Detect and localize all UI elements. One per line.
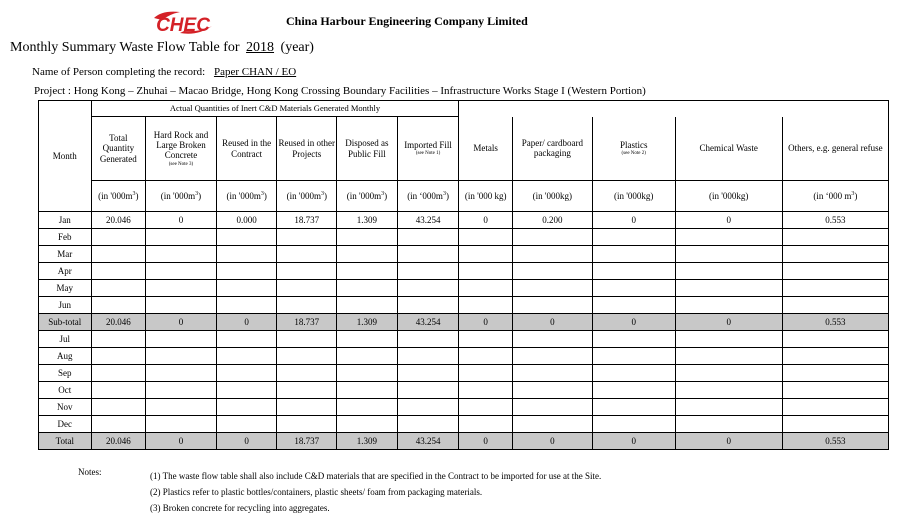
table-cell	[675, 365, 782, 382]
table-cell: 0	[592, 212, 675, 229]
header-row-group	[39, 101, 889, 117]
table-cell	[782, 416, 888, 433]
table-row	[39, 314, 889, 331]
row-month: Jul	[39, 331, 92, 348]
table-cell	[782, 229, 888, 246]
row-month: May	[39, 280, 92, 297]
table-cell	[397, 348, 459, 365]
title-year: 2018	[246, 40, 275, 55]
row-month: Aug	[39, 348, 92, 365]
table-cell	[592, 229, 675, 246]
col-header-label: Imported Fill	[404, 139, 452, 150]
header-row-labels	[39, 117, 889, 181]
table-cell	[277, 229, 337, 246]
table-cell	[459, 246, 513, 263]
col-header-label: Total Quantity Generated	[99, 132, 137, 164]
col-header-note: (see Note 2)	[621, 151, 646, 157]
col-unit	[512, 181, 592, 212]
header-row-units	[39, 181, 889, 212]
table-cell	[782, 382, 888, 399]
col-header-label: Paper/ cardboard packaging	[521, 137, 583, 159]
table-cell: 0	[512, 433, 592, 450]
person-label: Name of Person completing the record:	[32, 66, 206, 78]
table-row	[39, 229, 889, 246]
table-cell	[512, 382, 592, 399]
row-month: Total	[39, 433, 92, 450]
table-cell	[397, 246, 459, 263]
table-cell: 0.200	[512, 212, 592, 229]
col-unit	[459, 181, 513, 212]
table-cell: 0	[512, 314, 592, 331]
table-cell	[397, 297, 459, 314]
table-cell: 0	[216, 314, 277, 331]
table-cell	[459, 416, 513, 433]
table-row	[39, 263, 889, 280]
table-cell	[146, 365, 217, 382]
col-unit	[782, 181, 888, 212]
waste-flow-table	[38, 100, 889, 450]
table-cell	[146, 280, 217, 297]
table-cell: 0.553	[782, 212, 888, 229]
table-cell	[277, 297, 337, 314]
table-cell	[512, 331, 592, 348]
table-cell	[459, 365, 513, 382]
table-cell	[592, 399, 675, 416]
table-cell	[146, 263, 217, 280]
table-cell	[512, 297, 592, 314]
table-cell	[277, 263, 337, 280]
table-cell: 0.553	[782, 433, 888, 450]
table-cell	[91, 382, 146, 399]
row-month: Jan	[39, 212, 92, 229]
table-cell	[337, 382, 398, 399]
table-cell: 43.254	[397, 212, 459, 229]
table-cell	[675, 382, 782, 399]
table-cell	[592, 263, 675, 280]
project-line: Project : Hong Kong – Zhuhai – Macao Bridge, Hong Kong Crossing Boundary Facilities – Infrastructure Works Stage I (Western Portion)	[34, 85, 646, 97]
table-cell: 43.254	[397, 433, 459, 450]
col-header	[675, 117, 782, 181]
table-cell: 18.737	[277, 433, 337, 450]
note-item: (1) The waste flow table shall also include C&D materials that are specified in the Contract to be imported for use at the Site.	[150, 471, 602, 481]
table-cell	[782, 297, 888, 314]
table-cell	[782, 246, 888, 263]
table-cell	[337, 246, 398, 263]
table-cell	[91, 331, 146, 348]
table-cell: 43.254	[397, 314, 459, 331]
table-cell	[592, 382, 675, 399]
row-month: Apr	[39, 263, 92, 280]
table-cell	[146, 348, 217, 365]
table-row	[39, 331, 889, 348]
col-unit	[216, 181, 277, 212]
table-cell	[216, 229, 277, 246]
table-cell	[216, 399, 277, 416]
col-header	[397, 117, 459, 181]
unit-text: (in '000kg)	[614, 190, 654, 201]
table-cell	[216, 280, 277, 297]
unit-sup: 3	[195, 190, 199, 197]
table-cell	[459, 280, 513, 297]
table-cell	[459, 263, 513, 280]
row-month: Feb	[39, 229, 92, 246]
table-cell	[459, 297, 513, 314]
col-header	[459, 117, 513, 181]
table-cell: 1.309	[337, 212, 398, 229]
table-cell: 0	[146, 212, 217, 229]
chec-logo	[150, 10, 216, 36]
table-cell	[277, 348, 337, 365]
table-cell	[91, 297, 146, 314]
table-cell	[216, 331, 277, 348]
table-row	[39, 212, 889, 229]
table-cell	[91, 263, 146, 280]
table-cell	[337, 416, 398, 433]
table-cell	[337, 280, 398, 297]
col-header-label: Hard Rock and Large Broken Concrete	[153, 129, 209, 161]
table-cell	[459, 229, 513, 246]
table-cell: 0	[459, 433, 513, 450]
unit-sup: 3	[320, 190, 324, 197]
table-cell	[782, 331, 888, 348]
table-cell	[91, 365, 146, 382]
table-cell	[146, 382, 217, 399]
table-cell	[592, 348, 675, 365]
col-header	[782, 117, 888, 181]
unit-text: (in '000m	[286, 190, 321, 201]
document-header	[0, 0, 907, 40]
table-cell	[337, 348, 398, 365]
col-header	[337, 117, 398, 181]
unit-sup: 3	[132, 190, 136, 197]
company-name: China Harbour Engineering Company Limited	[286, 14, 528, 28]
table-cell	[337, 263, 398, 280]
table-cell	[512, 365, 592, 382]
logo-text: CHEC	[156, 15, 210, 36]
table-cell	[277, 331, 337, 348]
table-cell	[397, 280, 459, 297]
table-cell	[337, 229, 398, 246]
col-header-label: Plastics	[619, 139, 648, 150]
table-cell	[782, 348, 888, 365]
col-header-label: Reused in the Contract	[222, 138, 272, 159]
table-cell	[512, 229, 592, 246]
col-header	[512, 117, 592, 181]
table-cell	[397, 365, 459, 382]
unit-sup: 3	[260, 190, 264, 197]
col-header-label: Metals	[473, 143, 498, 154]
unit-tail: )	[323, 190, 327, 201]
table-row	[39, 382, 889, 399]
table-cell: 1.309	[337, 314, 398, 331]
table-cell: 0	[675, 212, 782, 229]
table-cell	[675, 416, 782, 433]
person-value: Paper CHAN / EO	[213, 66, 297, 78]
table-cell	[782, 280, 888, 297]
notes-label: Notes:	[78, 467, 102, 477]
title-suffix: (year)	[280, 40, 314, 55]
table-cell	[512, 280, 592, 297]
table-cell: 0	[216, 433, 277, 450]
col-unit	[91, 181, 146, 212]
table-cell	[146, 246, 217, 263]
table-cell: 0.000	[216, 212, 277, 229]
table-cell	[592, 246, 675, 263]
col-header-label: Others, e.g. general refuse	[788, 143, 883, 154]
table-cell	[397, 331, 459, 348]
table-row	[39, 433, 889, 450]
table-cell	[592, 280, 675, 297]
table-cell	[216, 382, 277, 399]
table-cell	[277, 416, 337, 433]
table-row	[39, 280, 889, 297]
col-header	[91, 117, 146, 181]
table-cell	[277, 280, 337, 297]
row-month: Mar	[39, 246, 92, 263]
table-cell	[512, 399, 592, 416]
unit-sup: 3	[442, 190, 446, 197]
table-cell	[216, 246, 277, 263]
table-cell	[216, 297, 277, 314]
table-cell	[146, 229, 217, 246]
col-header-note: (see Note 1)	[415, 151, 441, 157]
table-cell: 0	[592, 433, 675, 450]
unit-tail: )	[384, 190, 388, 201]
table-cell	[782, 399, 888, 416]
unit-text: (in '000kg)	[709, 190, 749, 201]
unit-tail: )	[854, 190, 858, 201]
col-unit	[337, 181, 398, 212]
col-unit	[397, 181, 459, 212]
table-cell	[512, 263, 592, 280]
table-cell	[277, 382, 337, 399]
table-cell	[277, 246, 337, 263]
unit-sup: 3	[851, 190, 855, 197]
table-cell	[675, 263, 782, 280]
table-cell	[397, 229, 459, 246]
table-cell: 20.046	[91, 314, 146, 331]
unit-text: (in '000kg)	[532, 190, 573, 201]
table-cell	[675, 297, 782, 314]
unit-sup: 3	[381, 190, 385, 197]
table-cell: 0	[459, 314, 513, 331]
table-cell	[337, 297, 398, 314]
unit-tail: )	[445, 190, 449, 201]
table-cell	[91, 280, 146, 297]
row-month: Jun	[39, 297, 92, 314]
table-cell	[397, 399, 459, 416]
unit-text: (in '000m	[160, 190, 196, 201]
row-month: Sep	[39, 365, 92, 382]
table-cell: 20.046	[91, 212, 146, 229]
table-row	[39, 297, 889, 314]
unit-tail: )	[198, 190, 202, 201]
table-cell	[397, 416, 459, 433]
table-cell	[146, 297, 217, 314]
table-cell: 0	[459, 212, 513, 229]
table-cell	[459, 331, 513, 348]
table-cell	[397, 382, 459, 399]
row-month: Sub-total	[39, 314, 92, 331]
table-cell	[782, 263, 888, 280]
table-cell: 0	[146, 433, 217, 450]
table-row	[39, 348, 889, 365]
table-cell	[592, 416, 675, 433]
table-cell	[459, 348, 513, 365]
unit-text: (in ‘000m	[407, 190, 443, 201]
table-cell	[512, 416, 592, 433]
table-cell: 0	[592, 314, 675, 331]
table-row	[39, 365, 889, 382]
table-row	[39, 246, 889, 263]
page-title	[10, 40, 314, 56]
note-item: (2) Plastics refer to plastic bottles/containers, plastic sheets/ foam from packaging materials.	[150, 487, 483, 497]
unit-text: (in ‘000 m	[813, 190, 852, 201]
note-item: (3) Broken concrete for recycling into aggregates.	[150, 503, 330, 513]
table-cell	[675, 229, 782, 246]
table-cell	[146, 416, 217, 433]
title-prefix: Monthly Summary Waste Flow Table for	[10, 40, 240, 55]
table-cell	[337, 365, 398, 382]
table-row	[39, 399, 889, 416]
table-cell: 18.737	[277, 314, 337, 331]
table-cell: 0	[675, 433, 782, 450]
table-cell	[337, 399, 398, 416]
table-cell	[91, 416, 146, 433]
unit-tail: )	[135, 190, 139, 201]
group-header-blank	[459, 101, 889, 117]
col-header-label: Chemical Waste	[699, 143, 758, 154]
table-cell	[277, 365, 337, 382]
table-cell	[592, 331, 675, 348]
table-row	[39, 416, 889, 433]
table-cell	[675, 399, 782, 416]
table-cell: 18.737	[277, 212, 337, 229]
table-cell	[337, 331, 398, 348]
table-cell: 0	[675, 314, 782, 331]
table-cell	[459, 382, 513, 399]
table-cell	[397, 263, 459, 280]
unit-text: (in '000m	[98, 190, 133, 201]
row-month: Dec	[39, 416, 92, 433]
table-cell	[146, 399, 217, 416]
col-header	[146, 117, 217, 181]
table-cell	[216, 348, 277, 365]
table-cell	[675, 280, 782, 297]
col-unit	[592, 181, 675, 212]
unit-text: (in '000m	[226, 190, 261, 201]
table-cell	[91, 348, 146, 365]
table-cell	[146, 331, 217, 348]
col-unit	[675, 181, 782, 212]
col-header-note: (see Note 3)	[168, 161, 194, 167]
unit-tail: )	[263, 190, 267, 201]
col-header-label: Disposed as Public Fill	[345, 138, 389, 159]
table-cell	[91, 246, 146, 263]
table-cell: 0	[146, 314, 217, 331]
table-cell	[216, 365, 277, 382]
table-cell	[675, 246, 782, 263]
table-cell	[675, 331, 782, 348]
table-cell	[91, 229, 146, 246]
col-header	[216, 117, 277, 181]
col-month-header: Month	[39, 101, 92, 212]
table-cell	[216, 263, 277, 280]
table-cell	[91, 399, 146, 416]
col-header-label: Reused in other Projects	[278, 138, 336, 159]
person-line	[32, 66, 302, 78]
table-cell	[459, 399, 513, 416]
table-cell: 1.309	[337, 433, 398, 450]
col-header	[277, 117, 337, 181]
table-cell	[277, 399, 337, 416]
table-cell: 20.046	[91, 433, 146, 450]
col-unit	[277, 181, 337, 212]
table-cell	[216, 416, 277, 433]
col-header	[592, 117, 675, 181]
table-cell	[512, 246, 592, 263]
row-month: Nov	[39, 399, 92, 416]
row-month: Oct	[39, 382, 92, 399]
table-cell	[782, 365, 888, 382]
table-cell	[592, 365, 675, 382]
table-cell	[675, 348, 782, 365]
unit-text: (in '000m	[346, 190, 382, 201]
col-unit	[146, 181, 217, 212]
group-header: Actual Quantities of Inert C&D Materials Generated Monthly	[91, 101, 459, 117]
table-cell	[592, 297, 675, 314]
unit-text: (in '000 kg)	[464, 190, 507, 201]
table-cell	[512, 348, 592, 365]
notes-list	[150, 468, 601, 516]
table-cell: 0.553	[782, 314, 888, 331]
